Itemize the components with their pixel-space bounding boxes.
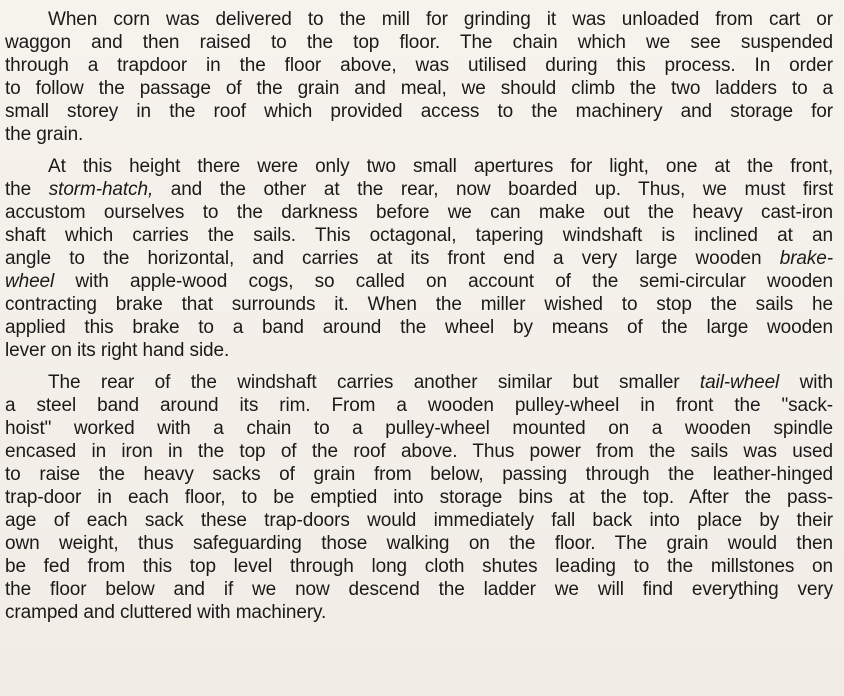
text-line: wheel with apple-wood cogs, so called on account of the semi-circular wooden — [5, 271, 833, 292]
text-line: to follow the passage of the grain and meal, we should climb the two ladders to a — [5, 78, 833, 99]
paragraph — [5, 155, 833, 362]
italic-term: wheel — [5, 271, 55, 292]
paragraph — [5, 8, 833, 146]
text-line: angle to the horizontal, and carries at its front end a very large wooden brake- — [5, 248, 833, 269]
text-line: contracting brake that surrounds it. When the miller wished to stop the sails he — [5, 294, 833, 315]
text-line: hoist" worked with a chain to a pulley-wheel mounted on a wooden spindle — [5, 418, 833, 439]
text-line: own weight, thus safeguarding those walking on the floor. The grain would then — [5, 533, 833, 554]
text-line: the storm-hatch, and the other at the rear, now boarded up. Thus, we must first — [5, 179, 834, 200]
text-line: to raise the heavy sacks of grain from below, passing through the leather-hinged — [5, 464, 833, 485]
italic-term: tail-wheel — [699, 372, 780, 393]
text-line: age of each sack these trap-doors would immediately fall back into place by their — [5, 510, 833, 531]
text-line: a steel band around its rim. From a wooden pulley-wheel in front the "sack- — [5, 395, 833, 416]
text-line: applied this brake to a band around the wheel by means of the large wooden — [5, 317, 833, 338]
italic-term: brake- — [779, 248, 833, 269]
text-line: encased in iron in the top of the roof above. Thus power from the sails was used — [5, 441, 833, 462]
text-line: trap-door in each floor, to be emptied into storage bins at the top. After the pass- — [5, 487, 833, 508]
text-line: be fed from this top level through long cloth shutes leading to the millstones on — [5, 556, 833, 577]
text-line: At this height there were only two small apertures for light, one at the front, — [48, 156, 833, 177]
text-line: When corn was delivered to the mill for grinding it was unloaded from cart or — [48, 9, 833, 30]
text-line: small storey in the roof which provided access to the machinery and storage for — [5, 101, 833, 122]
text-line: The rear of the windshaft carries another similar but smaller tail-wheel with — [48, 372, 833, 393]
text-line: shaft which carries the sails. This octagonal, tapering windshaft is inclined at an — [5, 225, 833, 246]
text-line: waggon and then raised to the top floor. The chain which we see suspended — [5, 32, 833, 53]
text-line: the floor below and if we now descend the ladder we will find everything very — [5, 579, 833, 600]
text-line: the grain. — [5, 124, 84, 145]
paragraph — [5, 371, 833, 624]
italic-term: storm-hatch, — [48, 179, 154, 200]
text-line: lever on its right hand side. — [5, 340, 230, 361]
text-line: through a trapdoor in the floor above, was utilised during this process. In order — [5, 55, 833, 76]
text-line: cramped and cluttered with machinery. — [5, 602, 327, 623]
body-text — [5, 8, 833, 633]
text-line: accustom ourselves to the darkness before we can make out the heavy cast-iron — [5, 202, 833, 223]
